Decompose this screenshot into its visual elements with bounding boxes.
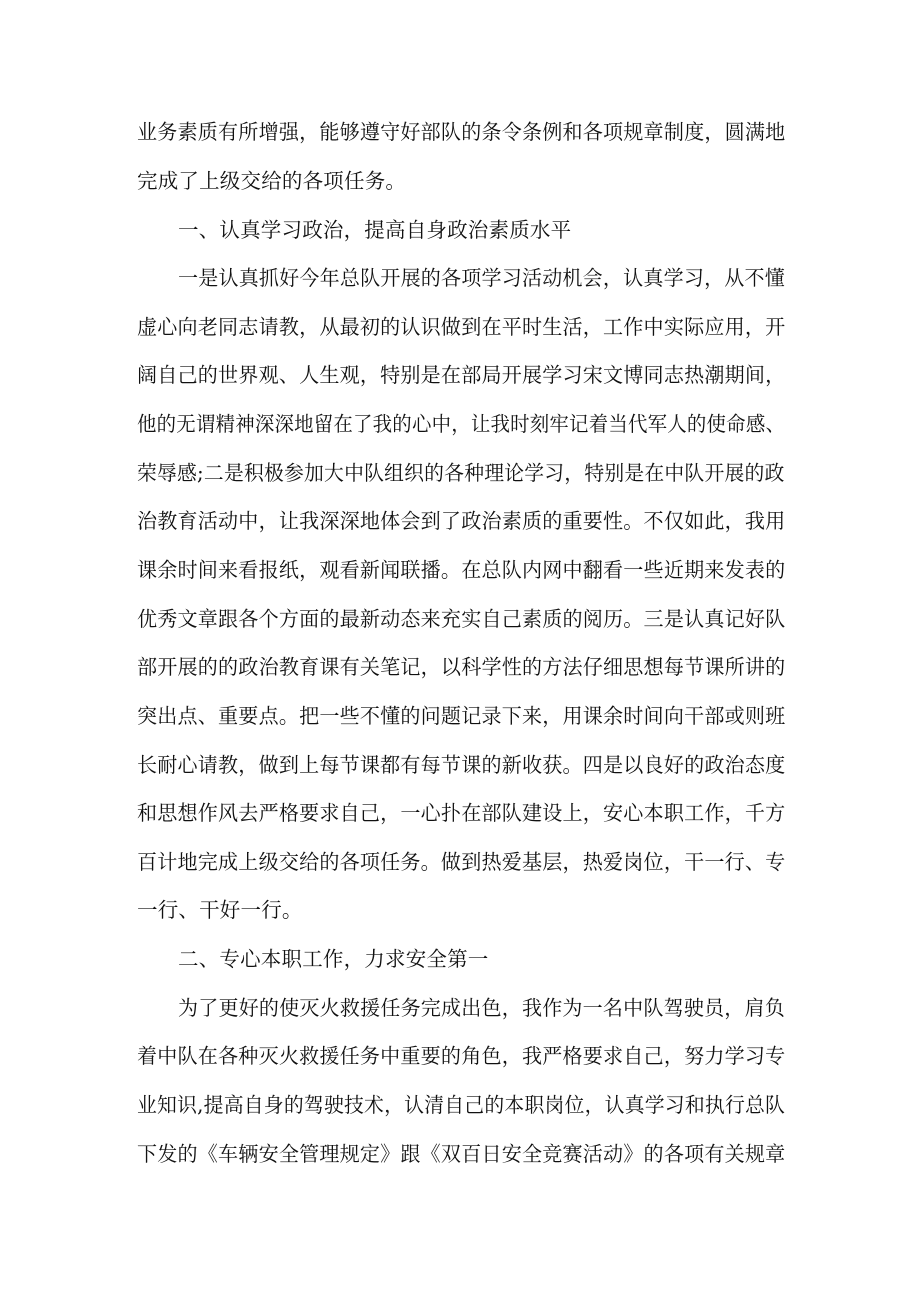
body-text-line: 治教育活动中，让我深深地体会到了政治素质的重要性。不仅如此，我用: [137, 509, 786, 533]
body-text-line: 虚心向老同志请教，从最初的认识做到在平时生活，工作中实际应用，开: [137, 315, 786, 339]
body-text-line: 着中队在各种灭火救援任务中重要的角色，我严格要求自己，努力学习专: [137, 1044, 786, 1068]
body-text-line: 和思想作风去严格要求自己，一心扑在部队建设上，安心本职工作，千方: [137, 801, 786, 825]
body-text-line: 突出点、重要点。把一些不懂的问题记录下来，用课余时间向干部或则班: [137, 704, 786, 728]
body-text-line: 业知识,提高自身的驾驶技术，认清自己的本职岗位，认真学习和执行总队: [137, 1093, 786, 1117]
body-text-line: 他的无谓精神深深地留在了我的心中，让我时刻牢记着当代军人的使命感、: [137, 412, 786, 436]
body-text-line: 阔自己的世界观、人生观，特别是在部局开展学习宋文博同志热潮期间，: [137, 363, 786, 387]
body-text-line: 业务素质有所增强，能够遵守好部队的条令条例和各项规章制度，圆满地: [137, 120, 786, 144]
body-text-line: 优秀文章跟各个方面的最新动态来充实自己素质的阅历。三是认真记好队: [137, 607, 786, 631]
body-text-line: 课余时间来看报纸，观看新闻联播。在总队内网中翻看一些近期来发表的: [137, 558, 786, 582]
body-text-line: 荣辱感;二是积极参加大中队组织的各种理论学习，特别是在中队开展的政: [137, 461, 785, 485]
body-text-line: 完成了上级交给的各项任务。: [137, 169, 407, 193]
section-heading-1: 一、认真学习政治，提高自身政治素质水平: [178, 218, 572, 242]
section-heading-2: 二、专心本职工作，力求安全第一: [178, 947, 489, 971]
body-text-line: 一行、干好一行。: [137, 898, 303, 922]
body-text-line: 下发的《车辆安全管理规定》跟《双百日安全竞赛活动》的各项有关规章: [137, 1142, 786, 1166]
body-text-line: 为了更好的使灭火救援任务完成出色，我作为一名中队驾驶员，肩负: [178, 996, 785, 1020]
body-text-line: 一是认真抓好今年总队开展的各项学习活动机会，认真学习，从不懂: [178, 266, 785, 290]
body-text-line: 长耐心请教，做到上每节课都有每节课的新收获。四是以良好的政治态度: [137, 753, 786, 777]
body-text-line: 部开展的的政治教育课有关笔记，以科学性的方法仔细思想每节课所讲的: [137, 655, 786, 679]
body-text-line: 百计地完成上级交给的各项任务。做到热爱基层，热爱岗位，干一行、专: [137, 850, 786, 874]
